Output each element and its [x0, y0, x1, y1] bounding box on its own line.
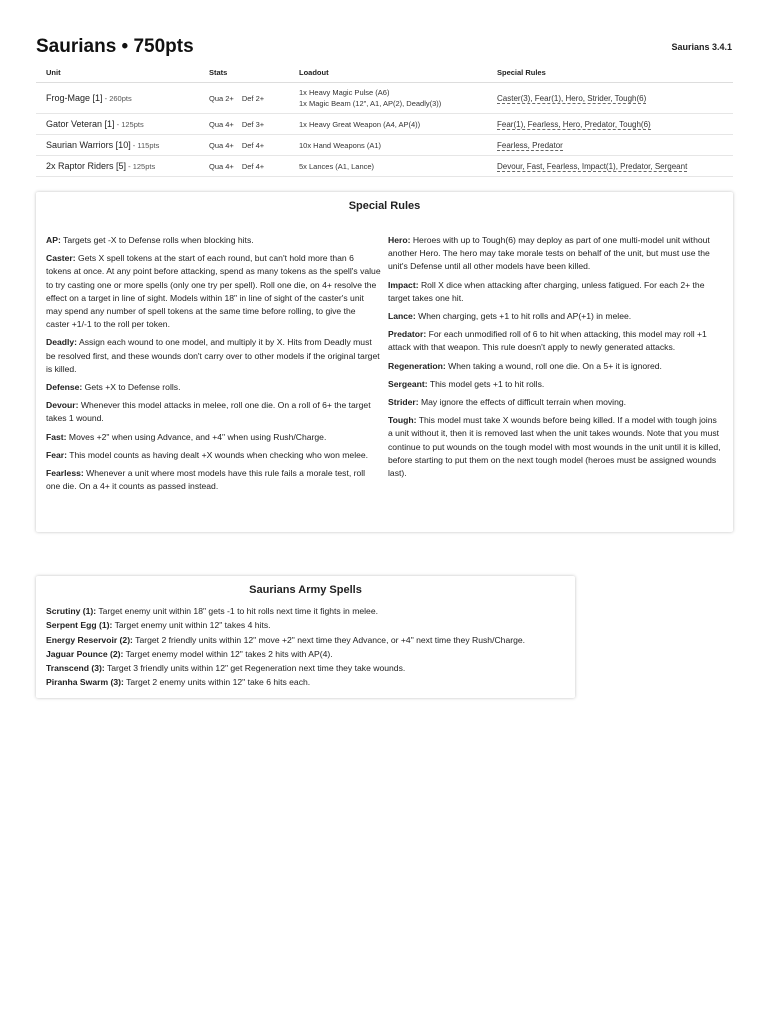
spell-text: Target enemy model within 12" takes 2 hits with AP(4). [123, 648, 333, 659]
rule-entry [46, 381, 381, 394]
unit-special-rules: Devour, Fast, Fearless, Impact(1), Predator, Sergeant [497, 161, 688, 171]
loadout-item: 1x Magic Beam (12", A1, AP(2), Deadly(3)) [299, 99, 442, 108]
unit-name: Frog-Mage [1] [46, 93, 103, 103]
army-spells-title: Saurians Army Spells [249, 584, 362, 596]
unit-name: Gator Veteran [1] [46, 119, 115, 129]
rule-name: AP: [46, 235, 61, 245]
rule-text: For each unmodified roll of 6 to hit when attacking, this model may roll +1 attack with that weapon. This rule doesn't apply to newly generated attacks. [388, 329, 707, 353]
table-row [36, 114, 733, 135]
spell-entry [46, 618, 566, 632]
rule-entry [388, 328, 723, 354]
unit-cell [36, 114, 199, 135]
rule-text: Heroes with up to Tough(6) may deploy as part of one multi-model unit without another Hero. The hero may take morale tests on behalf of the unit, but must use the unit's Defense until all other models have been killed. [388, 235, 710, 272]
spell-text: Target 2 friendly units within 12" move +2" next time they Advance, or +4" next time they Rush/Charge. [132, 634, 526, 645]
spell-name: Energy Reservoir (2): [46, 634, 133, 645]
rule-entry [388, 396, 723, 409]
unit-table [36, 62, 733, 177]
unit-special-rules: Fearless, Predator [497, 140, 563, 150]
rule-name: Regeneration: [388, 360, 446, 371]
rule-entry [388, 414, 723, 480]
defense-stat: Def 4+ [241, 140, 265, 150]
rule-entry [388, 279, 723, 305]
special-rules-card [36, 192, 733, 532]
rule-name: Tough: [388, 415, 417, 426]
rule-name: Impact: [388, 279, 419, 290]
special-rules-title: Special Rules [348, 200, 421, 212]
special-rules-right-column [388, 234, 723, 485]
special-rules-cell [487, 114, 733, 135]
rule-text: This model must take X wounds before being killed. If a model with tough joins a unit without it, then it is removed last when the unit takes wounds. Note that you must continue to put wounds on the tough model with most wounds in the unit until it is killed, before starting to put them on the next tough model (heroes must be assigned wounds last). [388, 415, 721, 479]
rule-name: Predator: [388, 329, 427, 340]
unit-cell [36, 156, 199, 177]
rule-entry [388, 234, 723, 274]
unit-name: 2x Raptor Riders [5] [46, 161, 127, 171]
special-rules-cell [487, 83, 733, 114]
loadout-cell [289, 135, 487, 156]
defense-stat: Def 4+ [241, 161, 265, 171]
spell-name: Serpent Egg (1): [46, 620, 113, 631]
rule-name: Hero: [388, 235, 411, 245]
table-header-row [36, 62, 733, 83]
spell-entry [46, 675, 566, 689]
rule-name: Deadly: [46, 337, 78, 348]
quality-stat: Qua 4+ [209, 140, 234, 150]
defense-stat: Def 3+ [241, 119, 265, 129]
spell-text: Target enemy unit within 12" takes 4 hits. [112, 620, 271, 631]
spell-name: Piranha Swarm (3): [46, 677, 124, 688]
rule-text: When taking a wound, roll one die. On a 5+ it is ignored. [445, 360, 662, 371]
unit-cell [36, 135, 199, 156]
unit-cost: - 125pts [114, 120, 144, 129]
rule-text: Targets get -X to Defense rolls when blocking hits. [60, 235, 254, 245]
unit-cost: - 260pts [102, 94, 132, 103]
rule-name: Fear: [46, 449, 68, 460]
rule-name: Caster: [46, 253, 76, 264]
spell-name: Scrutiny (1): [46, 606, 97, 616]
rule-entry [46, 234, 381, 247]
page-title: Saurians • 750pts [36, 36, 194, 57]
stats-cell [199, 156, 289, 177]
rule-entry [46, 467, 381, 493]
loadout-item: 1x Heavy Magic Pulse (A6) [299, 88, 390, 97]
rule-text: Moves +2" when using Advance, and +4" when using Rush/Charge. [66, 431, 327, 442]
quality-stat: Qua 4+ [209, 119, 234, 129]
rule-entry [46, 399, 381, 425]
loadout-item: 1x Heavy Great Weapon (A4, AP(4)) [299, 119, 421, 129]
defense-stat: Def 2+ [241, 93, 265, 103]
rule-text: This model gets +1 to hit rolls. [427, 378, 545, 389]
rule-entry [46, 449, 381, 462]
rule-text: This model counts as having dealt +X wounds when checking who won melee. [67, 449, 369, 460]
rule-name: Fast: [46, 431, 67, 442]
column-header-loadout: Loadout [289, 62, 487, 83]
spell-name: Jaguar Pounce (2): [46, 648, 124, 659]
rule-entry [388, 378, 723, 391]
column-header-stats: Stats [199, 62, 289, 83]
rule-entry [388, 310, 723, 323]
table-row [36, 156, 733, 177]
column-header-special-rules: Special Rules [487, 62, 733, 83]
spell-entry [46, 661, 566, 675]
version-label: Saurians 3.4.1 [671, 42, 732, 52]
rule-name: Defense: [46, 382, 83, 393]
rule-entry [46, 431, 381, 444]
spell-text: Target 2 enemy units within 12" take 6 hits each. [123, 677, 311, 688]
rule-text: May ignore the effects of difficult terrain when moving. [418, 397, 627, 408]
special-rules-left-column [46, 234, 381, 498]
rule-entry [46, 336, 381, 376]
loadout-item: 10x Hand Weapons (A1) [299, 140, 381, 150]
spell-text: Target 3 friendly units within 12" get Regeneration next time they take wounds. [104, 663, 406, 674]
unit-cost: - 125pts [126, 162, 156, 171]
rule-text: Assign each wound to one model, and multiply it by X. Hits from Deadly must be resolved first, and these wounds don't carry over to other models if the original target is killed. [46, 337, 380, 374]
unit-special-rules: Caster(3), Fear(1), Hero, Strider, Tough(6) [497, 93, 647, 103]
army-spells-card [36, 576, 575, 698]
rule-entry [46, 252, 381, 331]
spell-entry [46, 647, 566, 661]
unit-special-rules: Fear(1), Fearless, Hero, Predator, Tough(6) [497, 119, 651, 129]
column-header-unit: Unit [36, 62, 199, 83]
rule-text: Gets +X to Defense rolls. [82, 382, 181, 393]
rule-name: Lance: [388, 311, 416, 322]
spell-list [46, 604, 566, 690]
loadout-item: 5x Lances (A1, Lance) [299, 161, 375, 171]
stats-cell [199, 135, 289, 156]
spell-text: Target enemy unit within 18" gets -1 to hit rolls next time it fights in melee. [96, 606, 378, 616]
rule-name: Strider: [388, 397, 419, 408]
special-rules-cell [487, 135, 733, 156]
table-row [36, 83, 733, 114]
unit-name: Saurian Warriors [10] [46, 140, 131, 150]
stats-cell [199, 114, 289, 135]
table-row [36, 135, 733, 156]
loadout-cell [289, 156, 487, 177]
loadout-cell [289, 114, 487, 135]
spell-name: Transcend (3): [46, 663, 105, 674]
loadout-cell [289, 83, 487, 114]
rule-name: Devour: [46, 400, 79, 411]
rule-text: Whenever this model attacks in melee, roll one die. On a roll of 6+ the target takes 1 wound. [46, 400, 371, 424]
quality-stat: Qua 4+ [209, 161, 234, 171]
spell-entry [46, 633, 566, 647]
rule-text: Whenever a unit where most models have this rule fails a morale test, roll one die. On a 4+ it counts as passed instead. [46, 468, 366, 492]
unit-cost: - 115pts [130, 141, 160, 150]
spell-entry [46, 604, 566, 618]
rule-text: Roll X dice when attacking after charging, unless fatigued. For each 2+ the target takes one hit. [388, 279, 705, 303]
page-header [36, 36, 732, 60]
rule-text: Gets X spell tokens at the start of each round, but can't hold more than 6 tokens at once. At any point before attacking, spend as many tokens as the spell's value to try casting one or more spells (only one try per spell). Roll one die, on 4+ resolve the effect on a target in line of sight. Models within 18" in line of sight of the caster's unit may spend any number of spell tokens at the same time before rolling, to give the caster +1/-1 to the roll per token. [46, 253, 381, 330]
unit-cell [36, 83, 199, 114]
rule-entry [388, 360, 723, 373]
rule-name: Sergeant: [388, 378, 428, 389]
stats-cell [199, 83, 289, 114]
rule-text: When charging, gets +1 to hit rolls and AP(+1) in melee. [415, 311, 632, 322]
special-rules-cell [487, 156, 733, 177]
quality-stat: Qua 2+ [209, 93, 234, 103]
rule-name: Fearless: [46, 468, 84, 479]
